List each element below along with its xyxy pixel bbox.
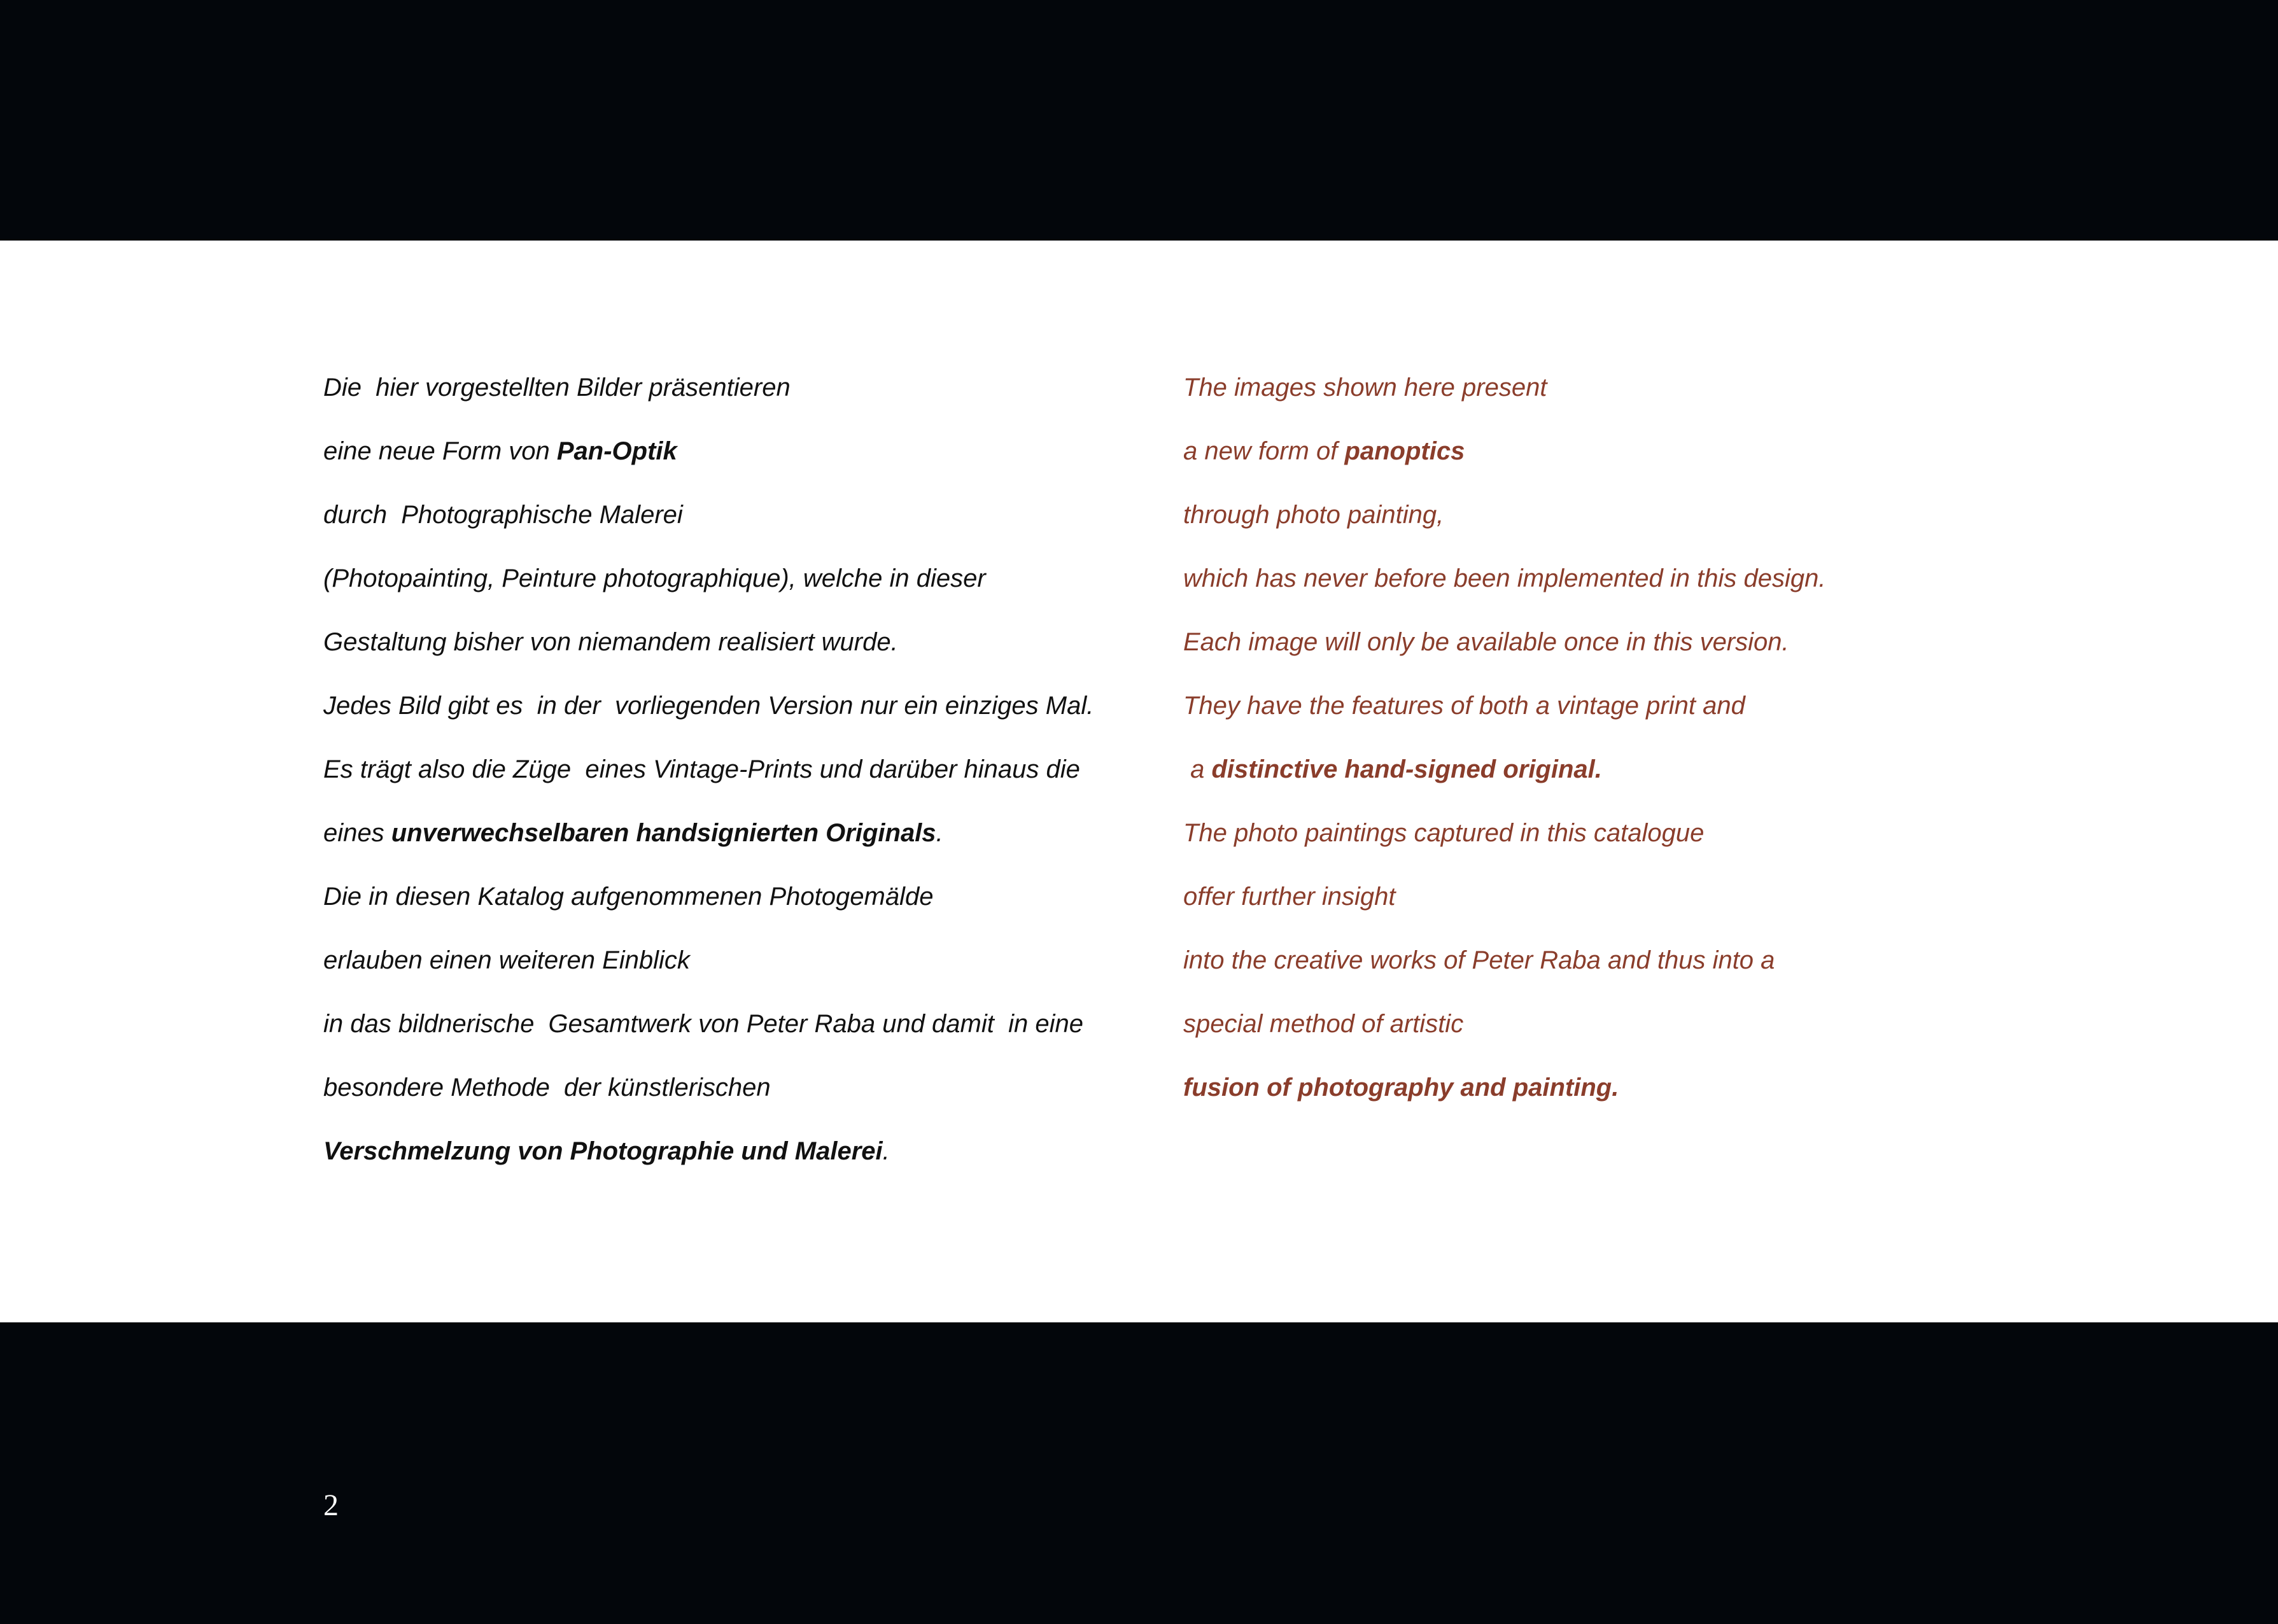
german-line-2-text: eine neue Form von [323,437,557,465]
english-line-3: through photo painting, [1183,501,1444,529]
german-line-2-bold: Pan-Optik [556,437,677,465]
english-line-11: special method of artistic [1183,1010,1464,1038]
german-text-column [323,362,1151,1189]
german-line-8-text: eines [323,819,391,847]
german-line-13 [323,1126,1151,1189]
page-number: 2 [323,1488,339,1522]
german-line-5: Gestaltung bisher von niemandem realisiert wurde. [323,628,898,656]
german-line-6: Jedes Bild gibt es in der vorliegenden Version nur ein einziges Mal. [323,692,1094,720]
english-line-2-bold: panoptics [1344,437,1465,465]
english-line-2-text: a new form of [1183,437,1345,465]
english-line-7 [1183,744,2138,808]
german-line-1: Die hier vorgestellten Bilder präsentieren [323,374,791,402]
german-line-8-period: . [936,819,943,847]
german-line-7: Es trägt also die Züge eines Vintage-Prints und darüber hinaus die [323,755,1080,783]
german-line-8 [323,808,1151,871]
english-line-7-bold: distinctive hand-signed original. [1211,755,1602,783]
english-line-8: The photo paintings captured in this catalogue [1183,819,1705,847]
english-line-5: Each image will only be available once in this version. [1183,628,1789,656]
english-line-7-text: a [1183,755,1212,783]
english-line-12 [1183,1062,2138,1126]
english-line-4: which has never before been implemented in this design. [1183,564,1826,592]
german-line-2 [323,426,1151,489]
german-line-10: erlauben einen weiteren Einblick [323,946,690,974]
german-line-9: Die in diesen Katalog aufgenommenen Photogemälde [323,883,934,911]
bottom-black-band [0,1322,2278,1624]
german-line-11: in das bildnerische Gesamtwerk von Peter Raba und damit in eine [323,1010,1083,1038]
english-line-1: The images shown here present [1183,374,1547,402]
german-line-3: durch Photographische Malerei [323,501,683,529]
german-line-13-bold: Verschmelzung von Photographie und Malerei [323,1137,883,1165]
english-text-column [1183,362,2138,1126]
german-line-4: (Photopainting, Peinture photographique), welche in dieser [323,564,986,592]
english-line-6: They have the features of both a vintage print and [1183,692,1745,720]
german-line-8-bold: unverwechselbaren handsignierten Originals [391,819,936,847]
english-line-9: offer further insight [1183,883,1396,911]
english-line-2 [1183,426,2138,489]
german-line-12: besondere Methode der künstlerischen [323,1074,771,1102]
top-black-band [0,0,2278,241]
english-line-12-bold: fusion of photography and painting. [1183,1074,1619,1102]
german-line-13-period: . [882,1137,890,1165]
english-line-10: into the creative works of Peter Raba and thus into a [1183,946,1775,974]
